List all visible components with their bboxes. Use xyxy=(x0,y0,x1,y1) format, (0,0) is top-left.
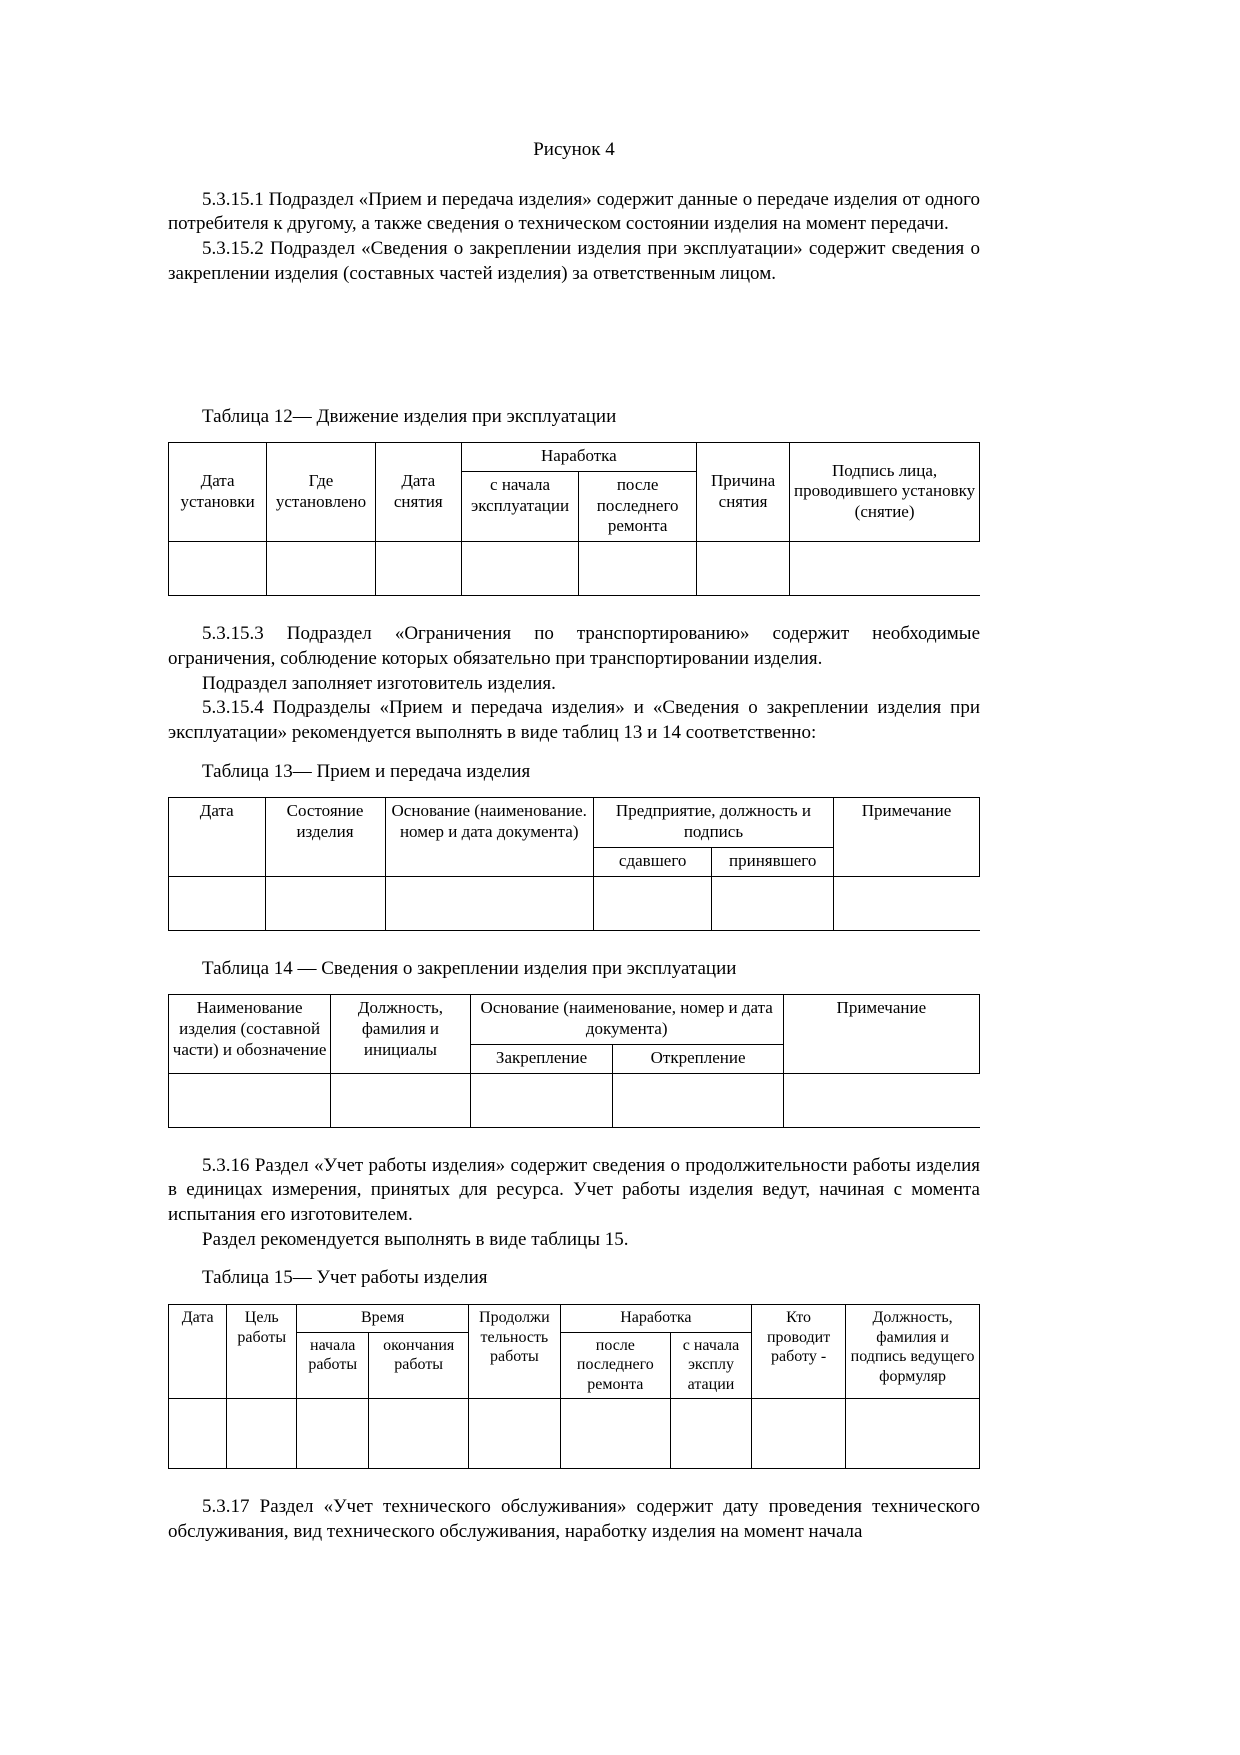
paragraph-5-3-16: 5.3.16 Раздел «Учет работы изделия» содержит сведения о продолжительности работы изделия в единицах измерения, принятых для ресурса. Учет работы изделия ведут, начиная с момента испытания его изготовителем. xyxy=(168,1154,980,1225)
data-cell[interactable] xyxy=(369,1399,469,1469)
header-cell-date: Дата xyxy=(169,798,266,876)
header-cell-position-signature: Должность, фамилия и подпись ведущего формуляр xyxy=(846,1305,980,1399)
header-cell-note: Примечание xyxy=(783,995,979,1073)
paragraph-5-3-15-4: 5.3.15.4 Подразделы «Прием и передача изделия» и «Сведения о закреплении изделия при эксплуатации» рекомендуется выполнять в виде таблиц 13 и 14 соответственно: xyxy=(168,697,980,743)
table-row xyxy=(169,1305,980,1333)
data-cell[interactable] xyxy=(696,542,789,596)
table-row xyxy=(169,876,980,930)
table-row xyxy=(169,443,980,472)
data-cell[interactable] xyxy=(790,542,980,596)
spacer xyxy=(168,1469,980,1495)
header-cell-since-start: с начала эксплуатации xyxy=(461,471,579,541)
data-cell[interactable] xyxy=(712,876,834,930)
header-cell-handed-over: сдавшего xyxy=(593,847,711,876)
spacer xyxy=(168,596,980,622)
document-page xyxy=(168,0,980,1755)
paragraph-recommend-table-15: Раздел рекомендуется выполнять в виде таблицы 15. xyxy=(202,1228,629,1250)
paragraph-5-3-15-2: 5.3.15.2 Подраздел «Сведения о закреплении изделия при эксплуатации» содержит сведения о закреплении изделия (составных частей изделия) за ответственным лицом. xyxy=(168,238,980,284)
table-14-caption: Таблица 14 — Сведения о закреплении изделия при эксплуатации xyxy=(202,957,737,979)
table-row xyxy=(169,1399,980,1469)
table-12-caption: Таблица 12— Движение изделия при эксплуатации xyxy=(202,405,617,427)
data-cell[interactable] xyxy=(560,1399,670,1469)
header-cell-date: Дата xyxy=(169,1305,227,1399)
table-15-caption: Таблица 15— Учет работы изделия xyxy=(202,1267,488,1289)
data-cell[interactable] xyxy=(267,542,376,596)
header-cell-assignment: Закрепление xyxy=(470,1044,613,1073)
table-12 xyxy=(168,442,980,596)
data-cell[interactable] xyxy=(833,876,979,930)
paragraph-5-3-15-1: 5.3.15.1 Подраздел «Прием и передача изделия» содержит данные о передаче изделия от одного потребителя к другому, а также сведения о техническом состоянии изделия на момент передачи. xyxy=(168,188,980,235)
data-cell[interactable] xyxy=(613,1073,783,1127)
header-cell-enterprise: Предприятие, должность и подпись xyxy=(593,798,833,847)
data-cell[interactable] xyxy=(670,1399,751,1469)
data-cell[interactable] xyxy=(385,876,593,930)
data-cell[interactable] xyxy=(169,1073,331,1127)
figure-caption: Рисунок 4 xyxy=(533,139,615,160)
data-cell[interactable] xyxy=(461,542,579,596)
header-cell-operating-time: Наработка xyxy=(560,1305,751,1333)
spacer xyxy=(168,1252,980,1266)
data-cell[interactable] xyxy=(470,1073,613,1127)
spacer xyxy=(168,931,980,957)
header-cell-after-last-repair: после последнего ремонта xyxy=(560,1332,670,1399)
data-cell[interactable] xyxy=(169,876,266,930)
header-cell-date-removal: Дата снятия xyxy=(375,443,461,542)
data-cell[interactable] xyxy=(227,1399,297,1469)
header-cell-condition: Состояние изделия xyxy=(265,798,385,876)
data-cell[interactable] xyxy=(783,1073,979,1127)
paragraph-5-3-15-3: 5.3.15.3 Подраздел «Ограничения по транспортированию» содержит необходимые ограничения, соблюдение которых обязательно при транспортировании изделия. xyxy=(168,623,980,669)
header-cell-time: Время xyxy=(297,1305,469,1333)
header-cell-who-performs: Кто проводит работу - xyxy=(752,1305,846,1399)
data-cell[interactable] xyxy=(331,1073,470,1127)
header-cell-start: начала работы xyxy=(297,1332,369,1399)
header-cell-purpose: Цель работы xyxy=(227,1305,297,1399)
data-cell[interactable] xyxy=(375,542,461,596)
header-cell-after-last-repair: после последнего ремонта xyxy=(579,471,697,541)
table-row xyxy=(169,542,980,596)
data-cell[interactable] xyxy=(593,876,711,930)
spacer xyxy=(168,287,980,405)
header-cell-product-name: Наименование изделия (составной части) и обозначение xyxy=(169,995,331,1073)
table-13-caption: Таблица 13— Прием и передача изделия xyxy=(202,760,531,782)
header-cell-release: Открепление xyxy=(613,1044,783,1073)
header-cell-duration: Продолжи тельность работы xyxy=(469,1305,561,1399)
header-basis-line1: Основание (наименование. xyxy=(391,801,587,821)
header-basis-line2: номер и дата документа) xyxy=(399,822,579,842)
data-cell[interactable] xyxy=(169,542,267,596)
table-13 xyxy=(168,797,980,930)
spacer xyxy=(168,1128,980,1154)
header-cell-since-start: с начала эксплу атации xyxy=(670,1332,751,1399)
header-cell-position: Должность, фамилия и инициалы xyxy=(331,995,470,1073)
spacer xyxy=(168,162,980,188)
data-cell[interactable] xyxy=(297,1399,369,1469)
header-cell-signature: Подпись лица, проводившего установку (снятие) xyxy=(790,443,980,542)
header-cell-note: Примечание xyxy=(833,798,979,876)
header-cell-basis xyxy=(385,798,593,876)
header-cell-date-install: Дата установки xyxy=(169,443,267,542)
table-row xyxy=(169,995,980,1044)
header-cell-where-installed: Где установлено xyxy=(267,443,376,542)
data-cell[interactable] xyxy=(846,1399,980,1469)
paragraph-5-3-17: 5.3.17 Раздел «Учет технического обслуживания» содержит дату проведения технического обслуживания, вид технического обслуживания, наработку изделия на момент начала xyxy=(168,1496,980,1542)
table-15 xyxy=(168,1304,980,1469)
header-cell-accepted: принявшего xyxy=(712,847,834,876)
data-cell[interactable] xyxy=(752,1399,846,1469)
spacer xyxy=(168,746,980,760)
paragraph-manufacturer: Подраздел заполняет изготовитель изделия. xyxy=(202,672,556,694)
table-row xyxy=(169,1073,980,1127)
header-cell-basis: Основание (наименование, номер и дата документа) xyxy=(470,995,783,1044)
table-14 xyxy=(168,994,980,1127)
data-cell[interactable] xyxy=(169,1399,227,1469)
data-cell[interactable] xyxy=(469,1399,561,1469)
header-cell-operating-time: Наработка xyxy=(461,443,696,472)
data-cell[interactable] xyxy=(579,542,697,596)
table-row xyxy=(169,798,980,847)
header-cell-end: окончания работы xyxy=(369,1332,469,1399)
header-cell-removal-reason: Причина снятия xyxy=(696,443,789,542)
data-cell[interactable] xyxy=(265,876,385,930)
